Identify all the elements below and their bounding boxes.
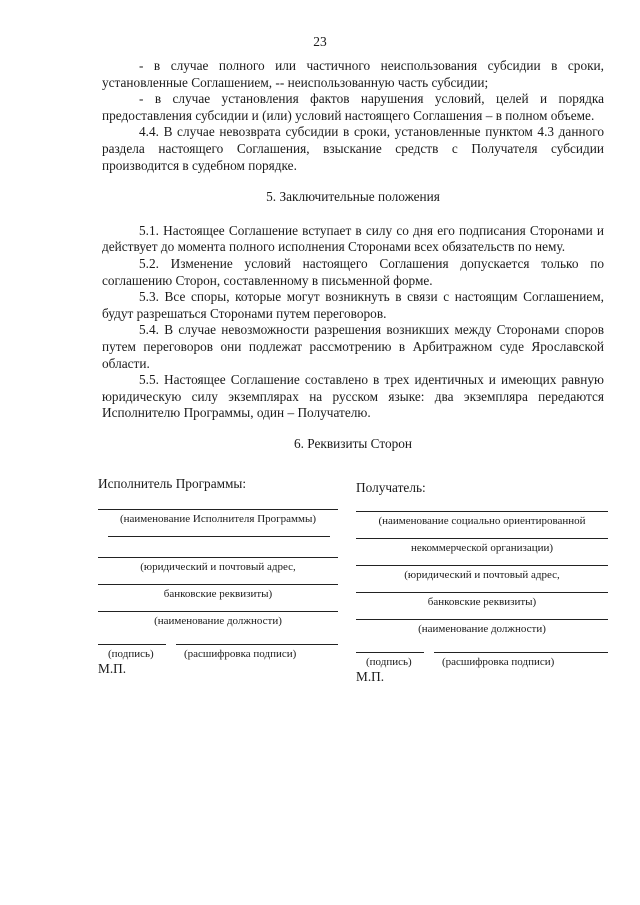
recipient-address-line	[356, 555, 608, 566]
executor-signature-caption: (подпись)	[108, 648, 154, 660]
paragraph-partial-nonuse: - в случае полного или частичного неиспользования субсидии в сроки, установленные Соглашением, -- неиспользованную часть субсидии;	[102, 58, 604, 90]
recipient-signature-line	[356, 642, 424, 653]
executor-position-caption: (наименование должности)	[154, 615, 282, 627]
recipient-signature-lines	[356, 642, 608, 654]
recipient-column	[356, 476, 608, 685]
paragraph-4-4: 4.4. В случае невозврата субсидии в сроки, установленные пунктом 4.3 данного раздела настоящего Соглашения, взыскание средств с Получателя субсидии производится в судебном порядке.	[102, 124, 604, 173]
recipient-name-caption-2: некоммерческой организации)	[410, 542, 554, 554]
recipient-name-line	[356, 501, 608, 512]
executor-address-line	[98, 547, 338, 558]
executor-signature-line	[98, 634, 166, 645]
executor-bank-line	[98, 574, 338, 585]
recipient-decode-line	[434, 642, 608, 653]
executor-decode-caption: (расшифровка подписи)	[184, 648, 297, 660]
recipient-bank-caption: банковские реквизиты)	[427, 596, 537, 608]
clause-5-3: 5.3. Все споры, которые могут возникнуть в связи с настоящим Соглашением, будут разрешаться Сторонами путем переговоров.	[102, 289, 604, 321]
executor-name-caption: (наименование Исполнителя Программы)	[119, 513, 317, 525]
executor-address-caption: (юридический и почтовый адрес,	[140, 561, 296, 573]
document-body	[102, 58, 604, 468]
executor-signature-lines	[98, 634, 338, 646]
requisites-block	[98, 476, 608, 696]
recipient-decode-caption: (расшифровка подписи)	[442, 656, 555, 668]
recipient-name-line-2	[356, 528, 608, 539]
recipient-bank-line	[356, 582, 608, 593]
clause-5-1: 5.1. Настоящее Соглашение вступает в силу со дня его подписания Сторонами и действует до момента полного исполнения Сторонами всех обязательств по нему.	[102, 222, 604, 255]
executor-bank-caption: банковские реквизиты)	[163, 588, 273, 600]
recipient-signature-caption: (подпись)	[366, 656, 412, 668]
recipient-stamp-mark: М.П.	[356, 669, 385, 684]
program-executor-title: Исполнитель Программы:	[98, 476, 247, 491]
recipient-position-caption: (наименование должности)	[418, 623, 546, 635]
section-5-heading: 5. Заключительные положения	[266, 189, 440, 205]
executor-decode-line	[176, 634, 338, 645]
executor-position-line	[98, 601, 338, 612]
executor-name-line-2	[108, 526, 330, 537]
clause-5-2: 5.2. Изменение условий настоящего Соглашения допускается только по соглашению Сторон, составленному в письменной форме.	[102, 255, 604, 288]
executor-stamp-mark: М.П.	[98, 661, 127, 676]
recipient-position-line	[356, 609, 608, 620]
clause-5-5: 5.5. Настоящее Соглашение составлено в трех идентичных и имеющих равную юридическую силу экземплярах на русском языке: два экземпляра передаются Исполнителю Программы, один – Получателю.	[102, 372, 604, 421]
recipient-name-caption-1: (наименование социально ориентированной	[378, 515, 586, 527]
executor-name-line	[98, 499, 338, 510]
recipient-title: Получатель:	[356, 480, 426, 495]
recipient-address-caption: (юридический и почтовый адрес,	[404, 569, 560, 581]
page-number: 23	[313, 34, 327, 49]
section-6-heading: 6. Реквизиты Сторон	[293, 435, 413, 451]
paragraph-violation: - в случае установления фактов нарушения условий, целей и порядка предоставления субсидии и (или) условий настоящего Соглашения – в полном объеме.	[102, 91, 604, 123]
program-executor-column	[98, 476, 338, 677]
clause-5-4: 5.4. В случае невозможности разрешения возникших между Сторонами споров путем переговоров они подлежат рассмотрению в Арбитражном суде Ярославской области.	[102, 322, 604, 371]
